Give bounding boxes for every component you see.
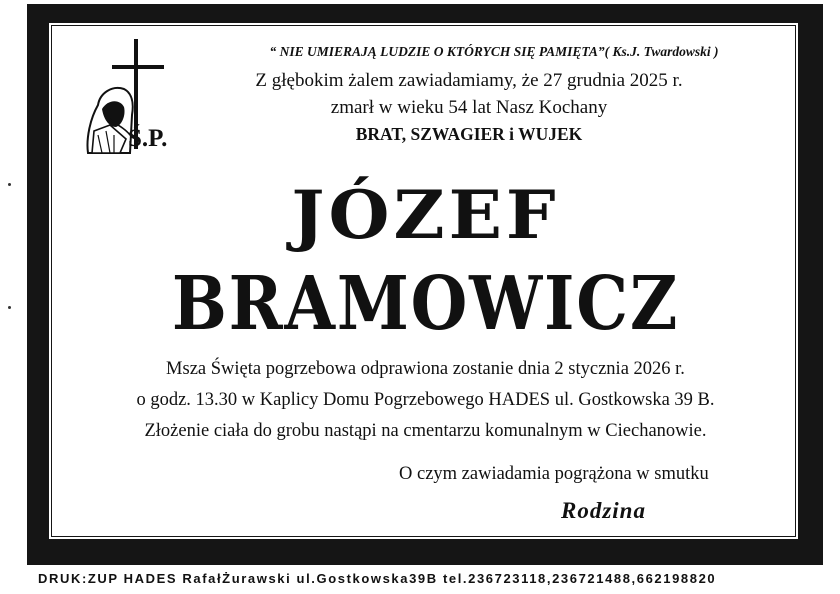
announcement-line: Z głębokim żalem zawiadamiamy, że 27 grudnia 2025 r. [255, 70, 683, 91]
burial-line: Złożenie ciała do grobu nastąpi na cmentarzu komunalnym w Ciechanowie. [144, 421, 707, 441]
age-line: zmarł w wieku 54 lat Nasz Kochany [330, 97, 608, 118]
obituary-panel [47, 21, 800, 541]
deceased-first-name: JÓZEF [291, 175, 560, 254]
funeral-location-line: o godz. 13.30 w Kaplicy Domu Pogrzebowego HADES ul. Gostkowska 39 B. [136, 390, 715, 410]
cross-with-mourning-figure-icon [80, 35, 190, 165]
sp-abbreviation: Ś.P. [128, 125, 168, 152]
obituary-frame [27, 4, 823, 565]
relation-line: BRAT, SZWAGIER i WUJEK [355, 124, 583, 144]
family-signature: Rodzina [561, 498, 646, 523]
memorial-quote: “ NIE UMIERAJĄ LUDZIE O KTÓRYCH SIĘ PAMIĘTA”( Ks.J. Twardowski ) [269, 44, 719, 59]
funeral-mass-line: Msza Święta pogrzebowa odprawiona zostanie dnia 2 stycznia 2026 r. [166, 359, 685, 379]
printer-footer: DRUK:ZUP HADES RafałŻurawski ul.Gostkowska39B tel.236723118,236721488,662198820 [38, 571, 717, 586]
scan-mark [8, 306, 11, 309]
scan-mark [8, 183, 11, 186]
closing-line: O czym zawiadamia pogrążona w smutku [399, 464, 709, 484]
deceased-last-name: BRAMOWICZ [171, 261, 680, 347]
